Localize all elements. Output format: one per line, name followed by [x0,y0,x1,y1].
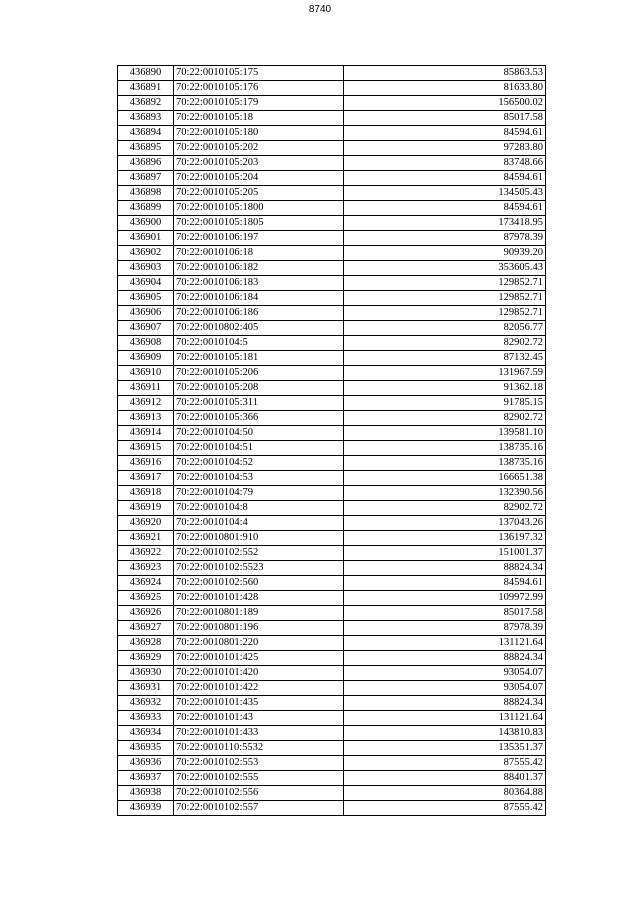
cadastral-number-cell: 70:22:0010101:433 [174,726,344,741]
value-cell: 87132.45 [344,351,546,366]
table-row [118,801,546,816]
table-row [118,231,546,246]
table-row [118,126,546,141]
value-cell: 85863.53 [344,66,546,81]
table-row [118,246,546,261]
value-cell: 82902.72 [344,411,546,426]
cadastral-number-cell: 70:22:0010105:176 [174,81,344,96]
table-row [118,291,546,306]
row-number-cell: 436937 [118,771,174,786]
row-number-cell: 436896 [118,156,174,171]
table-row [118,336,546,351]
cadastral-number-cell: 70:22:0010104:50 [174,426,344,441]
table-row [118,786,546,801]
table-row [118,96,546,111]
table-row [118,141,546,156]
value-cell: 109972.99 [344,591,546,606]
cadastral-number-cell: 70:22:0010105:1805 [174,216,344,231]
cadastral-number-cell: 70:22:0010102:557 [174,801,344,816]
row-number-cell: 436905 [118,291,174,306]
cadastral-number-cell: 70:22:0010105:205 [174,186,344,201]
table-row [118,531,546,546]
table-row [118,681,546,696]
table-row [118,366,546,381]
row-number-cell: 436898 [118,186,174,201]
value-cell: 129852.71 [344,276,546,291]
row-number-cell: 436897 [118,171,174,186]
cadastral-number-cell: 70:22:0010104:8 [174,501,344,516]
value-cell: 88824.34 [344,561,546,576]
table-row [118,306,546,321]
table-row [118,501,546,516]
value-cell: 85017.58 [344,606,546,621]
row-number-cell: 436911 [118,381,174,396]
row-number-cell: 436908 [118,336,174,351]
cadastral-number-cell: 70:22:0010102:560 [174,576,344,591]
cadastral-number-cell: 70:22:0010106:184 [174,291,344,306]
row-number-cell: 436915 [118,441,174,456]
row-number-cell: 436933 [118,711,174,726]
value-cell: 85017.58 [344,111,546,126]
row-number-cell: 436909 [118,351,174,366]
cadastral-number-cell: 70:22:0010106:197 [174,231,344,246]
row-number-cell: 436935 [118,741,174,756]
value-cell: 91785.15 [344,396,546,411]
value-cell: 82902.72 [344,501,546,516]
table-row [118,576,546,591]
cadastral-number-cell: 70:22:0010105:180 [174,126,344,141]
row-number-cell: 436932 [118,696,174,711]
value-cell: 353605.43 [344,261,546,276]
cadastral-number-cell: 70:22:0010102:555 [174,771,344,786]
cadastral-number-cell: 70:22:0010104:4 [174,516,344,531]
row-number-cell: 436939 [118,801,174,816]
table-row [118,351,546,366]
table-row [118,171,546,186]
row-number-cell: 436936 [118,756,174,771]
cadastral-number-cell: 70:22:0010106:186 [174,306,344,321]
value-cell: 81633.80 [344,81,546,96]
cadastral-number-cell: 70:22:0010101:43 [174,711,344,726]
table-row [118,471,546,486]
table-row [118,726,546,741]
value-cell: 173418.95 [344,216,546,231]
cadastral-number-cell: 70:22:0010102:5523 [174,561,344,576]
value-cell: 87555.42 [344,801,546,816]
row-number-cell: 436929 [118,651,174,666]
table-row [118,456,546,471]
cadastral-number-cell: 70:22:0010106:183 [174,276,344,291]
cadastral-number-cell: 70:22:0010104:53 [174,471,344,486]
value-cell: 82902.72 [344,336,546,351]
cadastral-number-cell: 70:22:0010101:435 [174,696,344,711]
row-number-cell: 436923 [118,561,174,576]
value-cell: 80364.88 [344,786,546,801]
value-cell: 87978.39 [344,231,546,246]
value-cell: 131967.59 [344,366,546,381]
row-number-cell: 436916 [118,456,174,471]
value-cell: 88824.34 [344,651,546,666]
table-row [118,771,546,786]
cadastral-number-cell: 70:22:0010105:175 [174,66,344,81]
row-number-cell: 436900 [118,216,174,231]
row-number-cell: 436910 [118,366,174,381]
cadastral-number-cell: 70:22:0010104:52 [174,456,344,471]
table-row [118,216,546,231]
value-cell: 129852.71 [344,306,546,321]
table-row [118,396,546,411]
cadastral-number-cell: 70:22:0010801:910 [174,531,344,546]
page-number: 8740 [308,4,332,15]
table-row [118,261,546,276]
table-row [118,276,546,291]
cadastral-number-cell: 70:22:0010105:206 [174,366,344,381]
cadastral-number-cell: 70:22:0010101:428 [174,591,344,606]
row-number-cell: 436891 [118,81,174,96]
cadastral-number-cell: 70:22:0010102:553 [174,756,344,771]
cadastral-number-cell: 70:22:0010104:79 [174,486,344,501]
cadastral-number-cell: 70:22:0010106:182 [174,261,344,276]
value-cell: 84594.61 [344,126,546,141]
value-cell: 135351.37 [344,741,546,756]
value-cell: 137043.26 [344,516,546,531]
row-number-cell: 436928 [118,636,174,651]
table-row [118,756,546,771]
row-number-cell: 436934 [118,726,174,741]
row-number-cell: 436892 [118,96,174,111]
value-cell: 138735.16 [344,441,546,456]
table-row [118,381,546,396]
cadastral-number-cell: 70:22:0010102:552 [174,546,344,561]
cadastral-number-cell: 70:22:0010105:18 [174,111,344,126]
table-row [118,441,546,456]
value-cell: 129852.71 [344,291,546,306]
value-cell: 143810.83 [344,726,546,741]
table-row [118,411,546,426]
value-cell: 87555.42 [344,756,546,771]
table-row [118,546,546,561]
row-number-cell: 436890 [118,66,174,81]
cadastral-number-cell: 70:22:0010105:366 [174,411,344,426]
cadastral-number-cell: 70:22:0010110:5532 [174,741,344,756]
cadastral-number-cell: 70:22:0010101:425 [174,651,344,666]
registry-table [117,65,546,816]
cadastral-number-cell: 70:22:0010105:311 [174,396,344,411]
value-cell: 84594.61 [344,171,546,186]
row-number-cell: 436893 [118,111,174,126]
value-cell: 132390.56 [344,486,546,501]
cadastral-number-cell: 70:22:0010801:220 [174,636,344,651]
cadastral-number-cell: 70:22:0010802:405 [174,321,344,336]
value-cell: 87978.39 [344,621,546,636]
row-number-cell: 436906 [118,306,174,321]
row-number-cell: 436912 [118,396,174,411]
cadastral-number-cell: 70:22:0010105:1800 [174,201,344,216]
value-cell: 131121.64 [344,636,546,651]
table-row [118,666,546,681]
row-number-cell: 436894 [118,126,174,141]
row-number-cell: 436914 [118,426,174,441]
cadastral-number-cell: 70:22:0010101:420 [174,666,344,681]
value-cell: 136197.32 [344,531,546,546]
value-cell: 93054.07 [344,666,546,681]
registry-table-body [118,66,546,816]
table-row [118,201,546,216]
value-cell: 84594.61 [344,201,546,216]
value-cell: 88824.34 [344,696,546,711]
cadastral-number-cell: 70:22:0010105:202 [174,141,344,156]
row-number-cell: 436913 [118,411,174,426]
table-row [118,621,546,636]
row-number-cell: 436931 [118,681,174,696]
cadastral-number-cell: 70:22:0010105:204 [174,171,344,186]
table-row [118,186,546,201]
row-number-cell: 436927 [118,621,174,636]
row-number-cell: 436895 [118,141,174,156]
value-cell: 82056.77 [344,321,546,336]
cadastral-number-cell: 70:22:0010101:422 [174,681,344,696]
table-row [118,651,546,666]
value-cell: 156500.02 [344,96,546,111]
row-number-cell: 436924 [118,576,174,591]
value-cell: 84594.61 [344,576,546,591]
cadastral-number-cell: 70:22:0010105:203 [174,156,344,171]
value-cell: 93054.07 [344,681,546,696]
cadastral-number-cell: 70:22:0010106:18 [174,246,344,261]
row-number-cell: 436917 [118,471,174,486]
cadastral-number-cell: 70:22:0010801:189 [174,606,344,621]
table-row [118,426,546,441]
value-cell: 88401.37 [344,771,546,786]
row-number-cell: 436904 [118,276,174,291]
table-row [118,636,546,651]
row-number-cell: 436919 [118,501,174,516]
value-cell: 166651.38 [344,471,546,486]
value-cell: 91362.18 [344,381,546,396]
row-number-cell: 436899 [118,201,174,216]
row-number-cell: 436902 [118,246,174,261]
row-number-cell: 436903 [118,261,174,276]
table-row [118,111,546,126]
cadastral-number-cell: 70:22:0010105:179 [174,96,344,111]
table-row [118,606,546,621]
table-row [118,561,546,576]
value-cell: 134505.43 [344,186,546,201]
table-row [118,591,546,606]
table-row [118,156,546,171]
value-cell: 151001.37 [344,546,546,561]
row-number-cell: 436922 [118,546,174,561]
table-row [118,696,546,711]
table-row [118,741,546,756]
row-number-cell: 436920 [118,516,174,531]
value-cell: 131121.64 [344,711,546,726]
row-number-cell: 436938 [118,786,174,801]
table-row [118,66,546,81]
row-number-cell: 436921 [118,531,174,546]
cadastral-number-cell: 70:22:0010105:181 [174,351,344,366]
value-cell: 97283.80 [344,141,546,156]
value-cell: 83748.66 [344,156,546,171]
row-number-cell: 436907 [118,321,174,336]
row-number-cell: 436925 [118,591,174,606]
value-cell: 90939.20 [344,246,546,261]
cadastral-number-cell: 70:22:0010105:208 [174,381,344,396]
table-row [118,486,546,501]
value-cell: 138735.16 [344,456,546,471]
cadastral-number-cell: 70:22:0010801:196 [174,621,344,636]
cadastral-number-cell: 70:22:0010104:51 [174,441,344,456]
row-number-cell: 436930 [118,666,174,681]
row-number-cell: 436926 [118,606,174,621]
row-number-cell: 436918 [118,486,174,501]
cadastral-number-cell: 70:22:0010102:556 [174,786,344,801]
table-row [118,516,546,531]
cadastral-number-cell: 70:22:0010104:5 [174,336,344,351]
table-row [118,81,546,96]
table-row [118,321,546,336]
row-number-cell: 436901 [118,231,174,246]
table-row [118,711,546,726]
value-cell: 139581.10 [344,426,546,441]
